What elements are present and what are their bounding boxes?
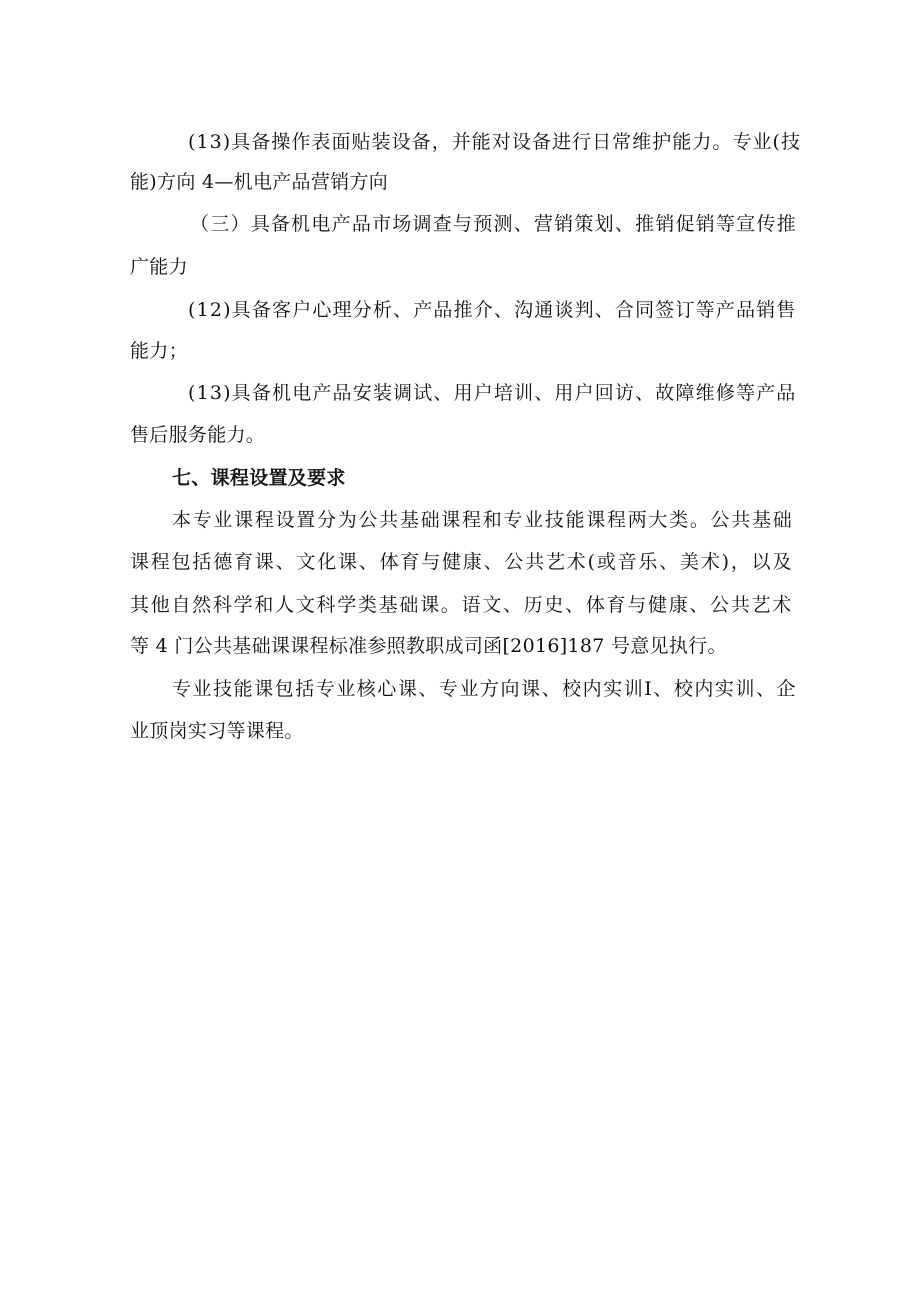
item-13-smt-line-2: 能)方向 4—机电产品营销方向 xyxy=(130,171,389,193)
item-13-aftersales-line-1: (13)具备机电产品安装调试、用户培训、用户回访、故障维修等产品 xyxy=(188,382,797,404)
item-12-sales-line-2: 能力； xyxy=(130,340,188,362)
item-13-smt-line-1: (13)具备操作表面贴装设备，并能对设备进行日常维护能力。专业(技 xyxy=(188,131,802,153)
section-7-heading: 七、课程设置及要求 xyxy=(172,467,346,489)
para-skill-courses-line-1: 专业技能课包括专业核心课、专业方向课、校内实训Ⅰ、校内实训、企 xyxy=(172,678,798,700)
para-course-structure-line-3: 其他自然科学和人文科学类基础课。语文、历史、体育与健康、公共艺术 xyxy=(130,594,794,616)
para-course-structure-line-2: 课程包括德育课、文化课、体育与健康、公共艺术(或音乐、美术)，以及 xyxy=(130,551,794,573)
para-course-structure-line-4: 等 4 门公共基础课课程标准参照教职成司函[2016]187 号意见执行。 xyxy=(130,635,727,657)
item-3-promotion-line-2: 广能力 xyxy=(130,256,188,278)
item-12-sales-line-1: (12)具备客户心理分析、产品推介、沟通谈判、合同签订等产品销售 xyxy=(188,299,797,321)
para-course-structure-line-1: 本专业课程设置分为公共基础课程和专业技能课程两大类。公共基础 xyxy=(172,509,794,531)
item-13-aftersales-line-2: 售后服务能力。 xyxy=(130,424,266,446)
para-skill-courses-line-2: 业顶岗实习等课程。 xyxy=(130,720,304,742)
item-3-promotion-line-1: （三）具备机电产品市场调查与预测、营销策划、推销促销等宣传推 xyxy=(190,213,797,235)
